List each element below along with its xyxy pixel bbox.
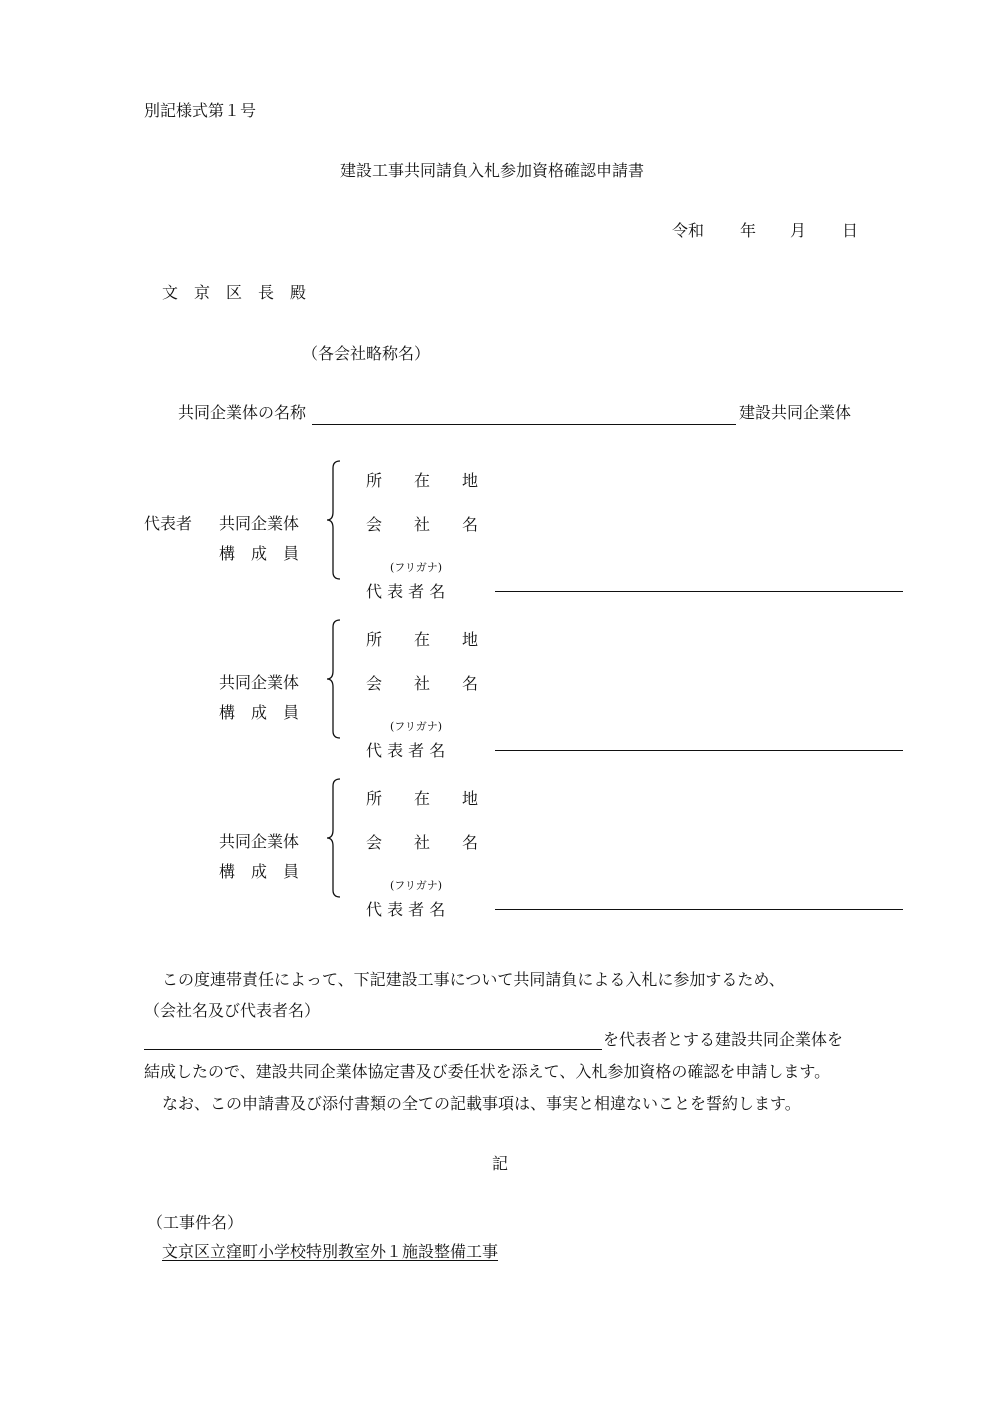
left-brace-icon <box>326 460 346 580</box>
body-paragraph-4: 結成したので、建設共同企業体協定書及び委任状を添えて、入札参加資格の確認を申請します。 <box>144 1062 831 1081</box>
body-paragraph-3: を代表者とする建設共同企業体を <box>603 1030 844 1049</box>
document-title: 建設工事共同請負入札参加資格確認申請書 <box>340 161 645 180</box>
date-year: 年 <box>740 221 757 240</box>
member-role-line2: 構 成 員 <box>219 703 300 722</box>
date-era: 令和 <box>672 221 705 240</box>
rep-name-label: 代 表 者 名 <box>366 741 446 760</box>
jv-name-label: 共同企業体の名称 <box>178 403 307 422</box>
rep-name-label: 代 表 者 名 <box>366 582 446 601</box>
company-name-label: 会 社 名 <box>366 515 479 534</box>
company-rep-label: （会社名及び代表者名） <box>144 1001 321 1020</box>
address-label: 所 在 地 <box>366 630 479 649</box>
work-name: 文京区立窪町小学校特別教室外１施設整備工事 <box>162 1242 499 1261</box>
rep-name-blank-line[interactable] <box>495 591 903 592</box>
company-abbr-label: （各会社略称名） <box>302 344 431 363</box>
member-role-line2: 構 成 員 <box>219 544 300 563</box>
addressee: 文 京 区 長 殿 <box>162 283 307 302</box>
left-brace-icon <box>326 778 346 898</box>
company-name-label: 会 社 名 <box>366 674 479 693</box>
representative-label: 代表者 <box>144 514 193 533</box>
member-role-line1: 共同企業体 <box>219 832 300 851</box>
address-label: 所 在 地 <box>366 471 479 490</box>
furigana-label: (フリガナ) <box>390 561 443 574</box>
company-rep-blank-line[interactable] <box>144 1049 602 1050</box>
company-name-label: 会 社 名 <box>366 833 479 852</box>
furigana-label: (フリガナ) <box>390 879 443 892</box>
ki-heading: 記 <box>492 1154 509 1173</box>
body-paragraph-5: なお、この申請書及び添付書類の全ての記載事項は、事実と相違ないことを誓約します。 <box>162 1094 801 1113</box>
address-label: 所 在 地 <box>366 789 479 808</box>
body-paragraph-1: この度連帯責任によって、下記建設工事について共同請負による入札に参加するため、 <box>162 970 785 989</box>
rep-name-blank-line[interactable] <box>495 750 903 751</box>
furigana-label: (フリガナ) <box>390 720 443 733</box>
member-role-line1: 共同企業体 <box>219 673 300 692</box>
form-number: 別記様式第１号 <box>144 101 257 120</box>
date-day: 日 <box>842 221 859 240</box>
member-role-line2: 構 成 員 <box>219 862 300 881</box>
date-month: 月 <box>790 221 807 240</box>
jv-name-suffix: 建設共同企業体 <box>739 403 852 422</box>
rep-name-blank-line[interactable] <box>495 909 903 910</box>
member-role-line1: 共同企業体 <box>219 514 300 533</box>
work-name-label: （工事件名） <box>147 1213 244 1232</box>
left-brace-icon <box>326 619 346 739</box>
jv-name-blank-line[interactable] <box>312 424 736 425</box>
rep-name-label: 代 表 者 名 <box>366 900 446 919</box>
